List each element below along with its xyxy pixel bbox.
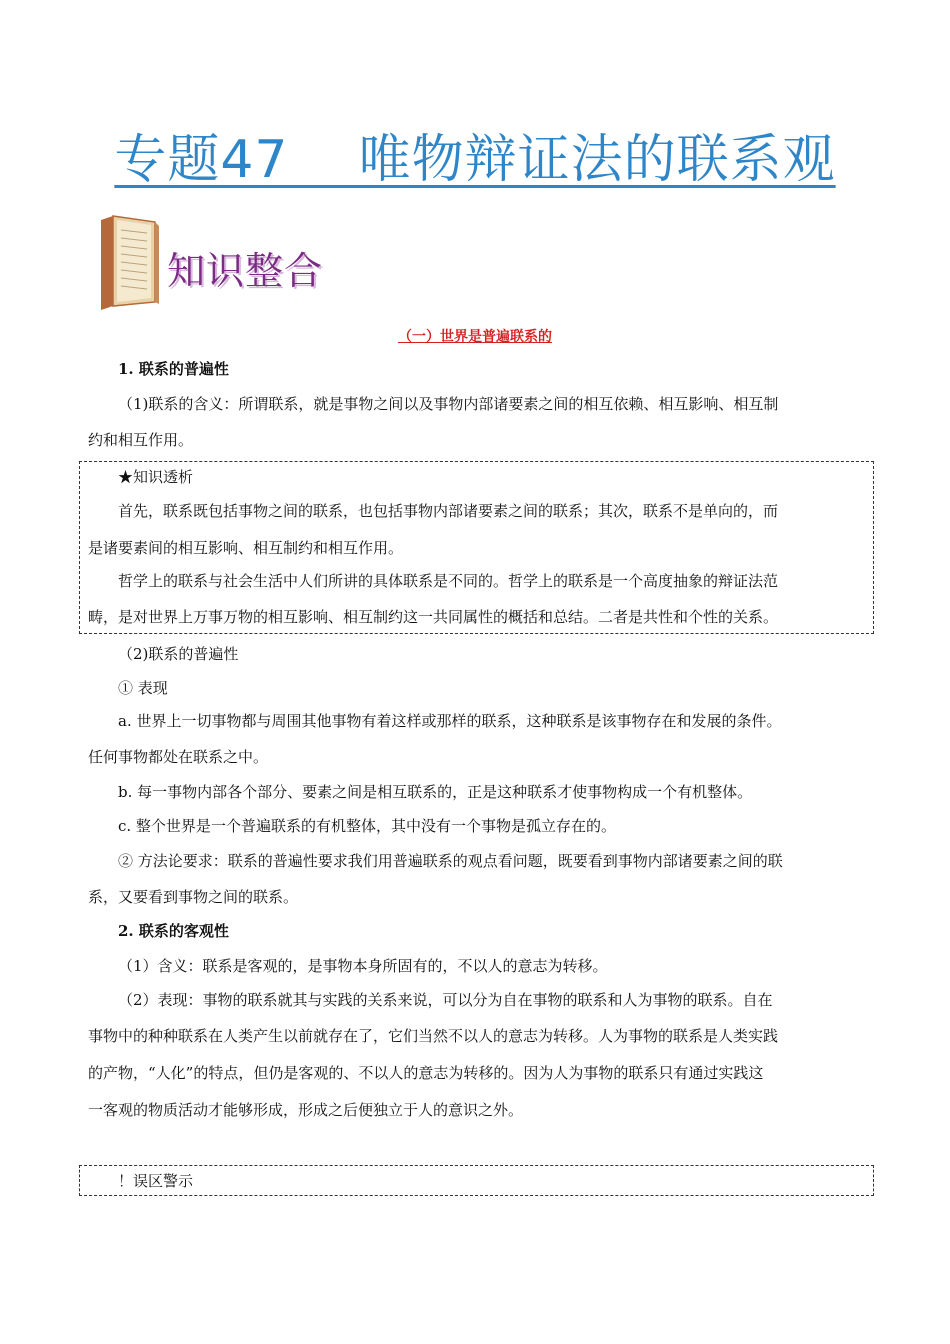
paragraph-line: 系，又要看到事物之间的联系。 xyxy=(88,888,299,906)
page-title: 专题47 唯物辩证法的联系观 xyxy=(114,130,836,190)
paragraph-line: （1)联系的含义：所谓联系，就是事物之间以及事物内部诸要素之间的相互依赖、相互影响、相互制 xyxy=(118,395,779,413)
paragraph-line: 一客观的物质活动才能够形成，形成之后便独立于人的意识之外。 xyxy=(88,1101,524,1119)
subsection-heading: 2. 联系的客观性 xyxy=(118,922,229,940)
warning-label: ！误区警示 xyxy=(118,1172,194,1190)
paragraph-line: 首先，联系既包括事物之间的联系，也包括事物内部诸要素之间的联系；其次，联系不是单向的，而 xyxy=(118,502,779,520)
list-item: 任何事物都处在联系之中。 xyxy=(88,748,269,766)
paragraph-line: 是诸要素间的相互影响、相互制约和相互作用。 xyxy=(88,539,404,557)
list-item: c. 整个世界是一个普遍联系的有机整体，其中没有一个事物是孤立存在的。 xyxy=(118,817,616,835)
subsection-heading: （2)联系的普遍性 xyxy=(118,645,239,663)
badge-label: 知识整合 xyxy=(167,249,324,293)
paragraph-line: 哲学上的联系与社会生活中人们所讲的具体联系是不同的。哲学上的联系是一个高度抽象的辩证法范 xyxy=(118,572,779,590)
box-label: ★知识透析 xyxy=(118,468,194,486)
paragraph-line: 的产物，“人化”的特点，但仍是客观的、不以人的意志为转移的。因为人为事物的联系只有通过实践这 xyxy=(88,1064,764,1082)
paragraph-line: ② 方法论要求：联系的普遍性要求我们用普遍联系的观点看问题，既要看到事物内部诸要素之间的联 xyxy=(118,852,783,870)
paragraph-line: （1）含义：联系是客观的，是事物本身所固有的，不以人的意志为转移。 xyxy=(118,957,608,975)
paragraph-line: 事物中的种种联系在人类产生以前就存在了，它们当然不以人的意志为转移。人为事物的联系是人类实践 xyxy=(88,1027,779,1045)
list-item: b. 每一事物内部各个部分、要素之间是相互联系的，正是这种联系才使事物构成一个有机整体。 xyxy=(118,783,753,801)
book-icon xyxy=(95,214,165,310)
paragraph-line: 约和相互作用。 xyxy=(88,431,194,449)
paragraph-line: （2）表现：事物的联系就其与实践的关系来说，可以分为自在事物的联系和人为事物的联系。自在 xyxy=(118,991,773,1009)
subsection-heading: 1. 联系的普遍性 xyxy=(118,360,229,378)
paragraph-line: 畴，是对世界上万事万物的相互影响、相互制约这一共同属性的概括和总结。二者是共性和个性的关系。 xyxy=(88,608,779,626)
list-label: ① 表现 xyxy=(118,679,168,697)
list-item: a. 世界上一切事物都与周围其他事物有着这样或那样的联系，这种联系是该事物存在和发展的条件。 xyxy=(118,712,782,730)
knowledge-badge xyxy=(95,214,325,310)
section-heading: （一）世界是普遍联系的 xyxy=(398,329,552,345)
